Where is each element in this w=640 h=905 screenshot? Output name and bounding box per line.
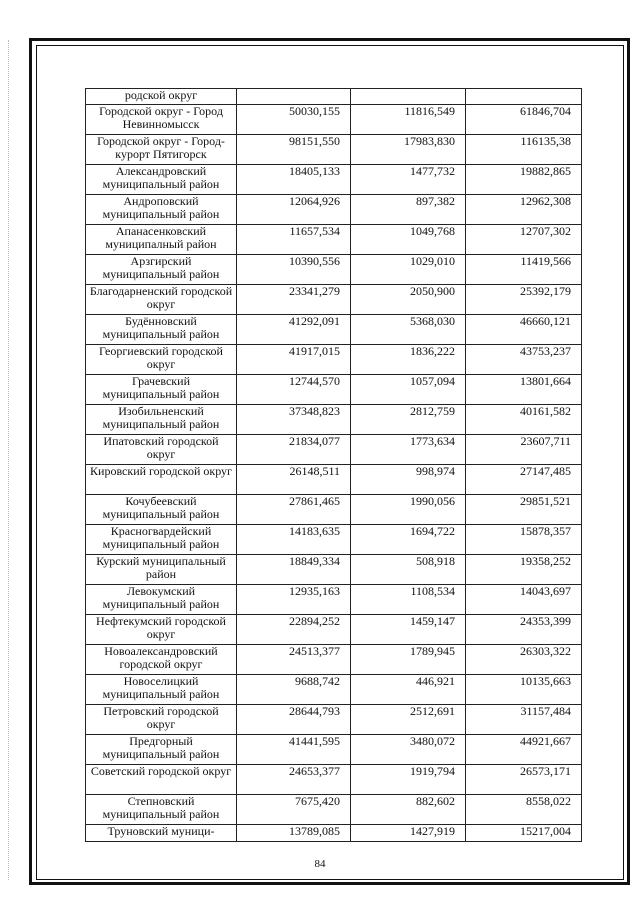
budget-table: [85, 88, 582, 842]
table-row: [86, 255, 582, 285]
value-cell-2: 1459,147: [351, 615, 466, 645]
district-name-cell: Степновский муниципальный район: [86, 795, 237, 825]
value-cell-2: 1919,794: [351, 765, 466, 795]
value-cell-2: 508,918: [351, 555, 466, 585]
district-name-cell: Андроповский муниципальный район: [86, 195, 237, 225]
table-row: [86, 405, 582, 435]
value-cell-1: 41441,595: [237, 735, 351, 765]
table-row: [86, 675, 582, 705]
value-cell-2: 11816,549: [351, 105, 466, 135]
value-cell-2: 1836,222: [351, 345, 466, 375]
value-cell-3: 31157,484: [466, 705, 582, 735]
table-row: [86, 345, 582, 375]
value-cell-1: 41917,015: [237, 345, 351, 375]
value-cell-3: 10135,663: [466, 675, 582, 705]
value-cell-3: 46660,121: [466, 315, 582, 345]
district-name-cell: Петровский городской округ: [86, 705, 237, 735]
table-row: [86, 735, 582, 765]
table-row: [86, 495, 582, 525]
value-cell-2: 1029,010: [351, 255, 466, 285]
table-row: [86, 795, 582, 825]
value-cell-2: 1057,094: [351, 375, 466, 405]
page-number: 84: [314, 858, 326, 870]
table-row: [86, 585, 582, 615]
value-cell-1: 18405,133: [237, 165, 351, 195]
district-name-cell: Кировский городской округ: [86, 465, 237, 495]
value-cell-2: 1108,534: [351, 585, 466, 615]
district-name-cell: Нефтекумский городской округ: [86, 615, 237, 645]
value-cell-2: 1477,732: [351, 165, 466, 195]
table-row: [86, 285, 582, 315]
value-cell-3: 12962,308: [466, 195, 582, 225]
value-cell-1: 21834,077: [237, 435, 351, 465]
district-name-cell: Городской округ - Город-курорт Пятигорск: [86, 135, 237, 165]
value-cell-2: 897,382: [351, 195, 466, 225]
table-row: [86, 225, 582, 255]
value-cell-1: 28644,793: [237, 705, 351, 735]
value-cell-3: 14043,697: [466, 585, 582, 615]
district-name-cell: Благодарненский городской округ: [86, 285, 237, 315]
value-cell-2: 2812,759: [351, 405, 466, 435]
table-row: [86, 525, 582, 555]
value-cell-2: 998,974: [351, 465, 466, 495]
district-name-cell: Георгиевский городской округ: [86, 345, 237, 375]
district-name-cell: Труновский муници-: [86, 825, 237, 842]
value-cell-3: 26573,171: [466, 765, 582, 795]
value-cell-3: 27147,485: [466, 465, 582, 495]
value-cell-3: 19358,252: [466, 555, 582, 585]
district-name-cell: Грачевский муниципальный район: [86, 375, 237, 405]
value-cell-2: 1773,634: [351, 435, 466, 465]
table-row: [86, 435, 582, 465]
value-cell-2: 2512,691: [351, 705, 466, 735]
table-row: [86, 315, 582, 345]
value-cell-3: 15217,004: [466, 825, 582, 842]
district-name-cell: Апанасенковский муниципалный район: [86, 225, 237, 255]
table-row: [86, 105, 582, 135]
value-cell-1: 10390,556: [237, 255, 351, 285]
value-cell-3: 116135,38: [466, 135, 582, 165]
table-row: [86, 825, 582, 842]
table-row: [86, 375, 582, 405]
value-cell-3: 25392,179: [466, 285, 582, 315]
value-cell-3: [466, 89, 582, 105]
district-name-cell: Новоселицкий муниципальный район: [86, 675, 237, 705]
table-row: [86, 705, 582, 735]
table-row: [86, 645, 582, 675]
scan-edge-dots: [8, 40, 10, 880]
value-cell-1: 27861,465: [237, 495, 351, 525]
value-cell-1: 24513,377: [237, 645, 351, 675]
value-cell-2: 3480,072: [351, 735, 466, 765]
value-cell-3: 24353,399: [466, 615, 582, 645]
value-cell-2: 5368,030: [351, 315, 466, 345]
value-cell-2: 1049,768: [351, 225, 466, 255]
district-name-cell: Городской округ - Город Невинномысск: [86, 105, 237, 135]
value-cell-3: 13801,664: [466, 375, 582, 405]
value-cell-1: 24653,377: [237, 765, 351, 795]
value-cell-1: 50030,155: [237, 105, 351, 135]
value-cell-2: 1694,722: [351, 525, 466, 555]
district-name-cell: Левокумский муниципальный район: [86, 585, 237, 615]
value-cell-1: 26148,511: [237, 465, 351, 495]
value-cell-1: 22894,252: [237, 615, 351, 645]
value-cell-1: 11657,534: [237, 225, 351, 255]
district-name-cell: Будённовский муниципальный район: [86, 315, 237, 345]
value-cell-3: 19882,865: [466, 165, 582, 195]
value-cell-1: 98151,550: [237, 135, 351, 165]
value-cell-2: 17983,830: [351, 135, 466, 165]
table-row: [86, 765, 582, 795]
value-cell-3: 23607,711: [466, 435, 582, 465]
value-cell-3: 44921,667: [466, 735, 582, 765]
value-cell-2: 1789,945: [351, 645, 466, 675]
value-cell-3: 15878,357: [466, 525, 582, 555]
value-cell-1: 13789,085: [237, 825, 351, 842]
value-cell-2: 1427,919: [351, 825, 466, 842]
value-cell-2: 1990,056: [351, 495, 466, 525]
district-name-cell: Изобильненский муниципальный район: [86, 405, 237, 435]
value-cell-1: 37348,823: [237, 405, 351, 435]
value-cell-1: [237, 89, 351, 105]
value-cell-1: 12935,163: [237, 585, 351, 615]
value-cell-2: [351, 89, 466, 105]
value-cell-1: 12064,926: [237, 195, 351, 225]
table-body: [86, 89, 582, 842]
district-name-cell: Арзгирский муниципальный район: [86, 255, 237, 285]
table-row: [86, 89, 582, 105]
district-name-cell: Кочубеевский муниципальный район: [86, 495, 237, 525]
table-row: [86, 165, 582, 195]
district-name-cell: Курский муниципальный район: [86, 555, 237, 585]
value-cell-1: 14183,635: [237, 525, 351, 555]
value-cell-2: 446,921: [351, 675, 466, 705]
value-cell-3: 11419,566: [466, 255, 582, 285]
value-cell-2: 2050,900: [351, 285, 466, 315]
value-cell-1: 18849,334: [237, 555, 351, 585]
table-row: [86, 555, 582, 585]
table-row: [86, 135, 582, 165]
value-cell-3: 40161,582: [466, 405, 582, 435]
value-cell-1: 41292,091: [237, 315, 351, 345]
value-cell-3: 12707,302: [466, 225, 582, 255]
value-cell-3: 26303,322: [466, 645, 582, 675]
district-name-cell: Предгорный муниципальный район: [86, 735, 237, 765]
district-name-cell: Ипатовский городской округ: [86, 435, 237, 465]
district-name-cell: родской округ: [86, 89, 237, 105]
value-cell-3: 29851,521: [466, 495, 582, 525]
value-cell-1: 23341,279: [237, 285, 351, 315]
table-row: [86, 615, 582, 645]
value-cell-3: 61846,704: [466, 105, 582, 135]
value-cell-3: 8558,022: [466, 795, 582, 825]
table-row: [86, 465, 582, 495]
district-name-cell: Александровский муниципальный район: [86, 165, 237, 195]
table-row: [86, 195, 582, 225]
value-cell-1: 7675,420: [237, 795, 351, 825]
value-cell-2: 882,602: [351, 795, 466, 825]
value-cell-1: 12744,570: [237, 375, 351, 405]
district-name-cell: Советский городской округ: [86, 765, 237, 795]
district-name-cell: Красногвардейский муниципальный район: [86, 525, 237, 555]
value-cell-3: 43753,237: [466, 345, 582, 375]
value-cell-1: 9688,742: [237, 675, 351, 705]
district-name-cell: Новоалександровский городской округ: [86, 645, 237, 675]
